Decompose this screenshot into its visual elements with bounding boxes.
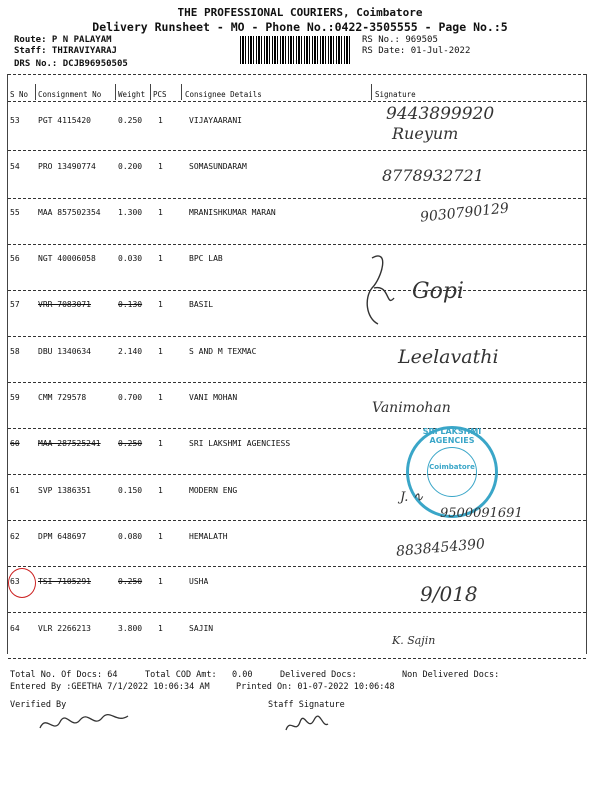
signature-56 <box>360 248 500 328</box>
row-consignee: S AND M TEXMAC <box>189 347 257 356</box>
row-weight: 0.250 <box>118 116 143 125</box>
row-weight: 0.030 <box>118 254 143 263</box>
row-consignment: MAA 287525241 <box>38 439 101 448</box>
barcode <box>240 36 350 64</box>
total-cod-value: 0.00 <box>232 670 253 680</box>
row-consignment: TSI 7105291 <box>38 577 91 586</box>
col-sno: S No <box>10 90 29 99</box>
col-sep <box>181 84 182 100</box>
row-consignment: VLR 2266213 <box>38 624 91 633</box>
row-divider <box>8 474 586 475</box>
runsheet-subtitle: Delivery Runsheet - MO - Phone No.:0422-3505555 - Page No.:5 <box>92 20 508 34</box>
row-sno: 55 <box>10 208 20 217</box>
row-consignee: SRI LAKSHMI AGENCIESS <box>189 439 291 448</box>
signature-58: Leelavathi <box>398 346 499 368</box>
row-pcs: 1 <box>158 208 163 217</box>
row-weight: 0.130 <box>118 300 143 309</box>
col-signature: Signature <box>375 90 416 99</box>
row-consignment: CMM 729578 <box>38 393 87 402</box>
row-consignee: BPC LAB <box>189 254 223 263</box>
row-consignee: HEMALATH <box>189 532 228 541</box>
row-consignment: PRO 13490774 <box>38 162 96 171</box>
printed-on: Printed On: 01-07-2022 10:06:48 <box>236 682 395 692</box>
col-consignee: Consignee Details <box>185 90 262 99</box>
col-weight: Weight <box>118 90 146 99</box>
row-weight: 3.800 <box>118 624 143 633</box>
row-pcs: 1 <box>158 486 163 495</box>
bottom-divider <box>8 658 586 659</box>
row-consignment: SVP 1386351 <box>38 486 91 495</box>
row-sno: 59 <box>10 393 20 402</box>
row-weight: 0.250 <box>118 439 143 448</box>
row-pcs: 1 <box>158 577 163 586</box>
verified-by: Verified By <box>10 700 67 710</box>
row-consignment: DBU 1340634 <box>38 347 91 356</box>
row-weight: 0.080 <box>118 532 143 541</box>
delivered-docs: Delivered Docs: <box>280 670 357 680</box>
signature-55: 9030790129 <box>419 200 510 226</box>
row-pcs: 1 <box>158 116 163 125</box>
row-consignee: SAJIN <box>189 624 214 633</box>
row-sno: 62 <box>10 532 20 541</box>
svg-text:Gopi: Gopi <box>412 279 464 304</box>
signature-53: Rueyum <box>392 124 459 143</box>
total-cod-label: Total COD Amt: <box>145 670 217 680</box>
col-sep <box>371 84 372 100</box>
row-sno: 56 <box>10 254 20 263</box>
row-divider <box>8 612 586 613</box>
staff-signature <box>282 712 332 738</box>
row-consignee: USHA <box>189 577 209 586</box>
row-consignment: VRR 7083071 <box>38 300 91 309</box>
staff: Staff: THIRAVIYARAJ <box>14 46 117 56</box>
col-sep <box>115 84 116 100</box>
row-consignee: MODERN ENG <box>189 486 238 495</box>
left-border <box>7 74 8 654</box>
right-border <box>586 74 587 654</box>
row-sno: 63 <box>10 577 20 586</box>
total-docs: Total No. Of Docs: 64 <box>10 670 118 680</box>
row-pcs: 1 <box>158 347 163 356</box>
row-weight: 0.200 <box>118 162 143 171</box>
rs-number: RS No.: 969505 <box>362 35 438 45</box>
row-pcs: 1 <box>158 254 163 263</box>
col-sep <box>35 84 36 100</box>
row-weight: 0.250 <box>118 577 143 586</box>
row-divider <box>8 382 586 383</box>
row-pcs: 1 <box>158 624 163 633</box>
row-weight: 0.150 <box>118 486 143 495</box>
stamp-name: SRI LAKSHMI AGENCIES <box>422 427 482 445</box>
stamp-city: Coimbatore <box>429 463 475 471</box>
row-sno: 53 <box>10 116 20 125</box>
signature-61-initial: J. ∿ <box>400 490 424 505</box>
row-consignee: BASIL <box>189 300 214 309</box>
row-divider <box>8 244 586 245</box>
row-divider <box>8 428 586 429</box>
non-delivered-docs: Non Delivered Docs: <box>402 670 500 680</box>
row-pcs: 1 <box>158 439 163 448</box>
row-sno: 61 <box>10 486 20 495</box>
row-pcs: 1 <box>158 393 163 402</box>
staff-signature-label: Staff Signature <box>268 700 345 710</box>
signature-61: 9500091691 <box>440 506 523 521</box>
col-consignment: Consignment No <box>38 90 102 99</box>
row-weight: 2.140 <box>118 347 143 356</box>
rs-date: RS Date: 01-Jul-2022 <box>362 46 471 56</box>
signature-54: 8778932721 <box>382 166 484 185</box>
row-sno: 58 <box>10 347 20 356</box>
signature-63: 9/018 <box>420 582 478 606</box>
row-weight: 0.700 <box>118 393 143 402</box>
row-divider <box>8 566 586 567</box>
row-sno: 57 <box>10 300 20 309</box>
header-divider <box>8 101 586 102</box>
row-consignment: PGT 4115420 <box>38 116 91 125</box>
row-divider <box>8 198 586 199</box>
company-title: THE PROFESSIONAL COURIERS, Coimbatore <box>177 6 423 19</box>
row-pcs: 1 <box>158 162 163 171</box>
row-consignment: NGT 40006058 <box>38 254 96 263</box>
row-consignee: SOMASUNDARAM <box>189 162 247 171</box>
entered-by: Entered By :GEETHA 7/1/2022 10:06:34 AM <box>10 682 210 692</box>
signature-53-phone: 9443899920 <box>386 104 495 124</box>
signature-62: 8838454390 <box>395 536 486 560</box>
row-consignment: MAA 857502354 <box>38 208 101 217</box>
row-sno: 54 <box>10 162 20 171</box>
route: Route: P N PALAYAM <box>14 35 112 45</box>
row-consignee: VIJAYAARANI <box>189 116 242 125</box>
stamp-inner-ring <box>427 447 477 497</box>
signature-59: Vanimohan <box>372 400 451 416</box>
row-divider <box>8 336 586 337</box>
drs-number: DRS No.: DCJB96950505 <box>14 59 128 69</box>
row-consignee: MRANISHKUMAR MARAN <box>189 208 276 217</box>
signature-64: K. Sajin <box>392 634 436 647</box>
row-pcs: 1 <box>158 300 163 309</box>
col-pcs: PCS <box>153 90 167 99</box>
row-weight: 1.300 <box>118 208 143 217</box>
col-sep <box>150 84 151 100</box>
row-sno: 64 <box>10 624 20 633</box>
row-consignment: DPM 648697 <box>38 532 87 541</box>
row-divider <box>8 150 586 151</box>
top-divider <box>8 74 586 75</box>
row-pcs: 1 <box>158 532 163 541</box>
row-sno: 60 <box>10 439 20 448</box>
row-consignee: VANI MOHAN <box>189 393 238 402</box>
verified-signature <box>36 708 136 738</box>
